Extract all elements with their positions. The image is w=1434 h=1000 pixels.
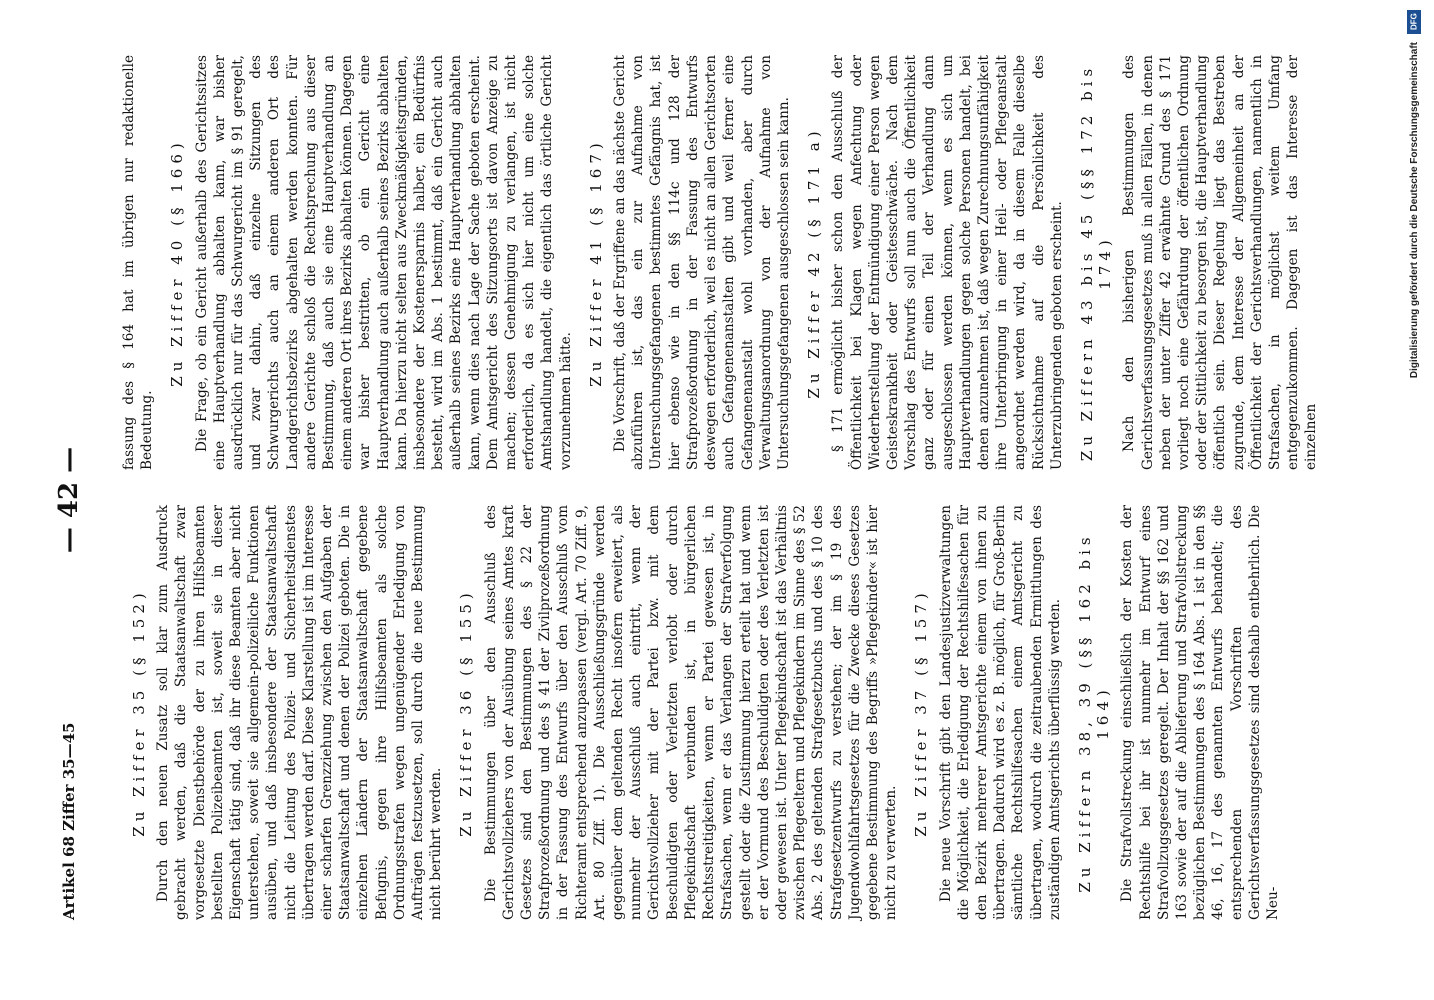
paragraph: Die Vorschrift, daß der Ergriffene an das nächste Gericht abzuführen ist, das ein zur Aufnahme von Untersuchungsgefangenen bestimmtes Gefängnis hat, ist hier ebenso wie in den §§ 114c und 128 der Strafprozeßordnung in der Fassung des Entwurfs deswegen erforderlich, weil es nicht an allen Gerichtsorten auch Gefangenenanstalten gibt und weil ferner eine Gefangenenanstalt wohl vorhanden, aber durch Verwaltungsanordnung von der Aufnahme von Untersuchungsgefangenen ausgeschlossen sein kann. [612,55,792,470]
dfg-logo-icon: DFG [1407,10,1421,34]
section-heading: Zu Ziffer 42 (§ 171 a) [805,126,824,399]
paragraph: Die Bestimmungen über den Ausschluß des Gerichtsvollziehers von der Ausübung seines Amtes kraft Gesetzes sind den Bestimmungen des § 22 der Strafprozeßordnung und des § 41 der Zivilprozeßordnung in der Fassung des Entwurfs über den Ausschluß vom Richteramt entsprechend anzupassen (vergl. Art. 70 Ziff. 9, Art. 80 Ziff. 1). Die Ausschließungsgründe werden gegenüber dem geltenden Recht insofern erweitert, als nunmehr der Ausschluß auch eintritt, wenn der Gerichtsvollzieher mit der Partei bzw. mit dem Beschuldigten oder Verletzten verlobt oder durch Pflegekindschaft verbunden ist, in bürgerlichen Rechtsstreitigkeiten, wenn er Partei gewesen ist, in Strafsachen, wenn er das Verlangen der Strafverfolgung gestellt oder die Zustimmung hierzu erteilt hat und wenn er der Vormund des Beschuldigten oder des Verletzten ist oder gewesen ist. Unter Pflegekindschaft ist das Verhältnis zwischen Pflegeeltern und Pflegekindern im Sinne des § 52 Abs. 2 des geltenden Strafgesetzbuchs und des § 10 des Strafgesetzentwurfs zu verstehen; der im § 19 des Jugendwohlfahrtsgesetzes für die Zwecke dieses Gesetzes gegebene Bestimmung des Begriffs »Pflegekinder« ist hier nicht zu verwerten. [482,505,900,920]
paragraph: Die Frage, ob ein Gericht außerhalb des Gerichtssitzes eine Hauptverhandlung abhalten kann, war bisher ausdrücklich nur für das Schwurgericht im § 91 geregelt, und zwar dahin, daß einzelne Sitzungen des Schwurgerichts auch an einem anderen Ort des Landgerichtsbezirks abgehalten werden konnten. Für andere Gerichte schloß die Rechtsprechung aus dieser Bestimmung, daß auch sie eine Hauptverhandlung an einem anderen Ort ihres Bezirks abhalten können. Dagegen war bisher bestritten, ob ein Gericht eine Hauptverhandlung auch außerhalb seines Bezirks abhalten kann. Da hierzu nicht selten aus Zweckmäßigkeitsgründen, insbesondere der Kostenersparnis halber, ein Bedürfnis besteht, wird im Abs. 1 bestimmt, daß ein Gericht auch außerhalb seines Bezirks eine Hauptverhandlung abhalten kann, wenn dies nach Lage der Sache geboten erscheint. Dem Amtsgericht des Sitzungsorts ist davon Anzeige zu machen; dessen Genehmigung zu verlangen, ist nicht erforderlich, da es sich hier nicht um eine solche Amtshandlung handelt, die eigentlich das örtliche Gericht vorzunehmen hätte. [193,55,574,470]
right-column [120,55,1320,470]
running-title: Artikel 68 Ziffer 35—45 [60,722,78,920]
left-column [120,505,1294,920]
page-header [54,50,100,950]
section-heading: Zu Ziffer 35 (§ 152) [130,588,148,837]
section-heading: Zu Ziffern 43 bis 45 (§§ 172 bis 174) [1077,63,1115,462]
funding-note: Digitalisierung gefördert durch die Deutsche Forschungsgemeinschaft [1408,42,1420,379]
dfg-sidebar [1403,0,1425,1000]
section-heading: Zu Ziffer 36 (§ 155) [457,588,476,837]
paragraph: Durch den neuen Zusatz soll klar zum Ausdruck gebracht werden, daß die Staatsanwaltschaft zwar vorgesetzte Dienstbehörde der zu ihren Hilfsbeamten bestellten Polizeibeamten ist, soweit sie in dieser Eigenschaft tätig sind, daß ihr diese Beamten aber nicht unterstehen, soweit sie allgemein-polizeiliche Funktionen ausüben, und daß insbesondere der Staatsanwaltschaft nicht die Leitung des Polizei- und Sicherheitsdienstes übertragen werden darf. Diese Klarstellung ist im Interesse einer scharfen Grenzziehung zwischen den Aufgaben der Staatsanwaltschaft und denen der Polizei geboten. Die in einzelnen Ländern der Staatsanwaltschaft gegebene Befugnis, gegen ihre Hilfsbeamten als solche Ordnungsstrafen wegen ungenügender Erledigung von Aufträgen festzusetzen, soll durch die neue Bestimmung nicht berührt werden. [155,505,445,920]
page-number: — 42 — [54,446,84,554]
paragraph: Die neue Vorschrift gibt den Landesjustizverwaltungen die Möglichkeit, die Erledigung der Rechtshilfesachen für den Bezirk mehrerer Amtsgerichte einem von ihnen zu übertragen. Dadurch wird es z. B. möglich, für Groß-Berlin sämtliche Rechtshilfesachen einem Amtsgericht zu übertragen, wodurch die zeitraubenden Ermittlungen des zuständigen Amtsgerichts überflüssig werden. [937,505,1063,920]
section-heading: Zu Ziffer 41 (§ 167) [586,138,605,387]
section-heading: Zu Ziffern 38, 39 (§§ 162 bis 164) [1075,532,1113,893]
paragraph: Die Strafvollstreckung einschließlich der Kosten der Rechtshilfe bei ihr ist nunmehr im Entwurf eines Strafvollzugsgesetzes geregelt. Der Inhalt der §§ 162 und 163 sowie der auf die Ablieferung und Strafvollstreckung bezüglichen Bestimmungen des § 164 Abs. 1 ist in den §§ 46, 16, 17 des genannten Entwurfs behandelt; die entsprechenden Vorschriften des Gerichtsverfassungsgesetzes sind deshalb entbehrlich. Die Neu- [1119,505,1281,920]
section-heading: Zu Ziffer 37 (§ 157) [912,588,931,837]
section-heading: Zu Ziffer 40 (§ 166) [168,138,187,387]
paragraph: Nach den bisherigen Bestimmungen des Gerichtsverfassungsgesetzes muß in allen Fällen, in denen neben der unter Ziffer 42 erwähnte Grund des § 171 vorliegt noch eine Gefährdung der öffentlichen Ordnung oder der Sittlichkeit zu besorgen ist, die Hauptverhandlung öffentlich sein. Dieser Regelung liegt das Bestreben zugrunde, dem Interesse der Allgemeinheit an der Öffentlichkeit der Gerichtsverhandlungen, namentlich in Strafsachen, in möglichst weitem Umfang entgegenzukommen. Dagegen ist das Interesse der einzelnen [1121,55,1320,470]
paragraph: fassung des § 164 hat im übrigen nur redaktionelle Bedeutung. [121,55,156,470]
paragraph: § 171 ermöglicht bisher schon den Ausschluß der Öffentlichkeit bei Klagen wegen Anfechtung oder Wiederherstellung der Entmündigung einer Person wegen Geisteskrankheit oder Geistesschwäche. Nach dem Vorschlag des Entwurfs soll nun auch die Öffentlichkeit ganz oder für einen Teil der Verhandlung dann ausgeschlossen werden können, wenn es sich um Hauptverhandlungen gegen solche Personen handelt, bei denen anzunehmen ist, daß wegen Zurechnungsunfähigkeit ihre Unterbringung in einer Heil- oder Pflegeanstalt angeordnet werden wird, da in diesem Falle dieselbe Rücksichtnahme auf die Persönlichkeit des Unterzubringenden geboten erscheint. [830,55,1065,470]
